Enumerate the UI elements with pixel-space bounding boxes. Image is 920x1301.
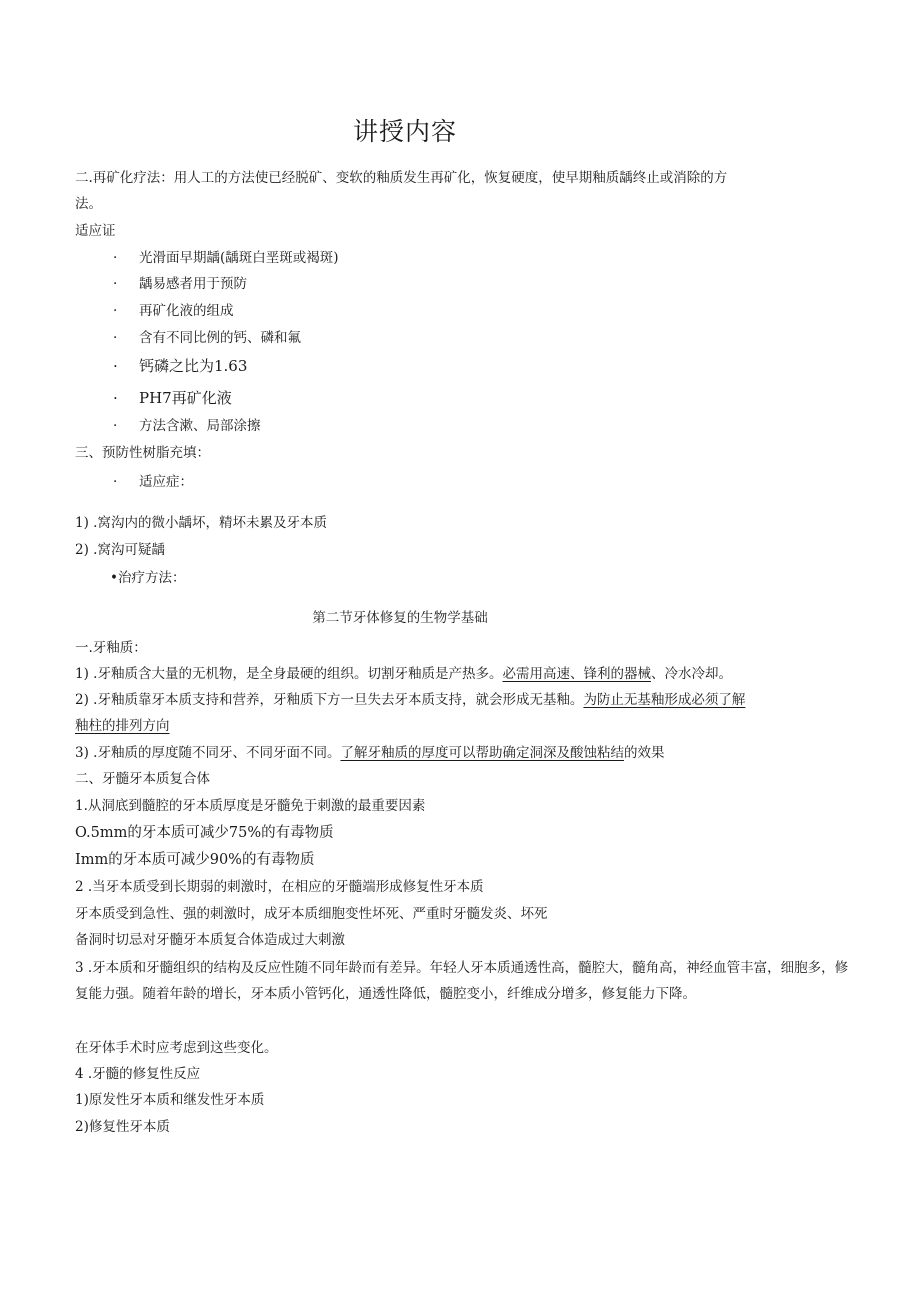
pulp-line: 在牙体手术时应考虑到这些变化。 <box>75 1040 278 1056</box>
list-item: 1) .窝沟内的微小龋坏，精坏未累及牙本质 <box>75 515 327 531</box>
remineralization-definition-line1: 二.再矿化疗法：用人工的方法使已经脱矿、变软的釉质发生再矿化，恢复硬度，使早期釉质龋终止或消除的方 <box>75 170 728 186</box>
section3-heading: 三、预防性树脂充填： <box>75 445 210 461</box>
indications-label: 适应证 <box>75 223 116 239</box>
bullet-icon: · <box>113 474 118 490</box>
enamel-point-2-cont: 釉柱的排列方向 <box>75 718 170 734</box>
pulp-point-3-paragraph: 3 .牙本质和牙髓组织的结构及反应性随不同年龄而有差异。年轻人牙本质通透性高，髓腔大，髓角高，神经血管丰富，细胞多，修复能力强。随着年龄的增长，牙本质小管钙化，通透性降低，髓腔变小，纤维成分增多，修复能力下降。 <box>75 960 849 1002</box>
list-item: · 含有不同比例的钙、磷和氟 <box>113 330 301 346</box>
bullet-icon: · <box>113 276 118 292</box>
enamel-point-2: 2) .牙釉质靠牙本质支持和营养，牙釉质下方一旦失去牙本质支持，就会形成无基釉。为防止无基釉形成必须了解 <box>75 692 746 708</box>
pulp-line: 4 .牙髓的修复性反应 <box>75 1066 201 1082</box>
page-title: 讲授内容 <box>352 117 457 146</box>
pulp-line: 2 .当牙本质受到长期弱的刺激时，在相应的牙髓端形成修复性牙本质 <box>75 879 484 895</box>
bullet-icon: · <box>113 357 118 375</box>
list-item: 2) .窝沟可疑龋 <box>75 542 165 558</box>
pulp-line: 2)修复性牙本质 <box>75 1119 170 1135</box>
list-item: · 适应症： <box>113 474 193 490</box>
list-item: · 龋易感者用于预防 <box>113 276 247 292</box>
bullet-icon: · <box>113 330 118 346</box>
enamel-heading: 一.牙釉质： <box>75 640 147 656</box>
pulp-line: 1.从洞底到髓腔的牙本质厚度是牙髓免于刺激的最重要因素 <box>75 798 426 814</box>
enamel-point-3: 3) .牙釉质的厚度随不同牙、不同牙面不同。了解牙釉质的厚度可以帮助确定洞深及酸蚀粘结的效果 <box>75 745 665 761</box>
remineralization-definition-line2: 法。 <box>75 196 102 212</box>
pulp-line: 牙本质受到急性、强的刺激时，成牙本质细胞变性坏死、严重时牙髓发炎、坏死 <box>75 906 548 922</box>
list-item: · 光滑面早期龋(龋斑白垩斑或褐斑) <box>113 250 339 266</box>
bullet-icon: · <box>113 250 118 266</box>
pulp-heading: 二、牙髓牙本质复合体 <box>75 771 210 787</box>
bullet-icon: · <box>113 418 118 434</box>
list-item: · 钙磷之比为1.63 <box>113 357 248 375</box>
list-item: · 方法含漱、局部涂擦 <box>113 418 261 434</box>
treatment-label: •治疗方法： <box>110 570 186 586</box>
pulp-line: 1)原发性牙本质和继发性牙本质 <box>75 1092 265 1108</box>
list-item: · PH7再矿化液 <box>113 389 232 407</box>
chapter-title: 第二节牙体修复的生物学基础 <box>312 610 488 626</box>
pulp-line: O.5mm的牙本质可减少75%的有毒物质 <box>75 825 334 841</box>
enamel-point-1: 1) .牙釉质含大量的无机物，是全身最硬的组织。切割牙釉质是产热多。必需用高速、锋利的器械、冷水冷却。 <box>75 666 732 682</box>
pulp-line: 备洞时切忌对牙髓牙本质复合体造成过大刺激 <box>75 932 345 948</box>
pulp-line: Imm的牙本质可减少90%的有毒物质 <box>75 852 315 868</box>
bullet-icon: · <box>113 389 118 407</box>
list-item: · 再矿化液的组成 <box>113 303 234 319</box>
bullet-icon: · <box>113 303 118 319</box>
